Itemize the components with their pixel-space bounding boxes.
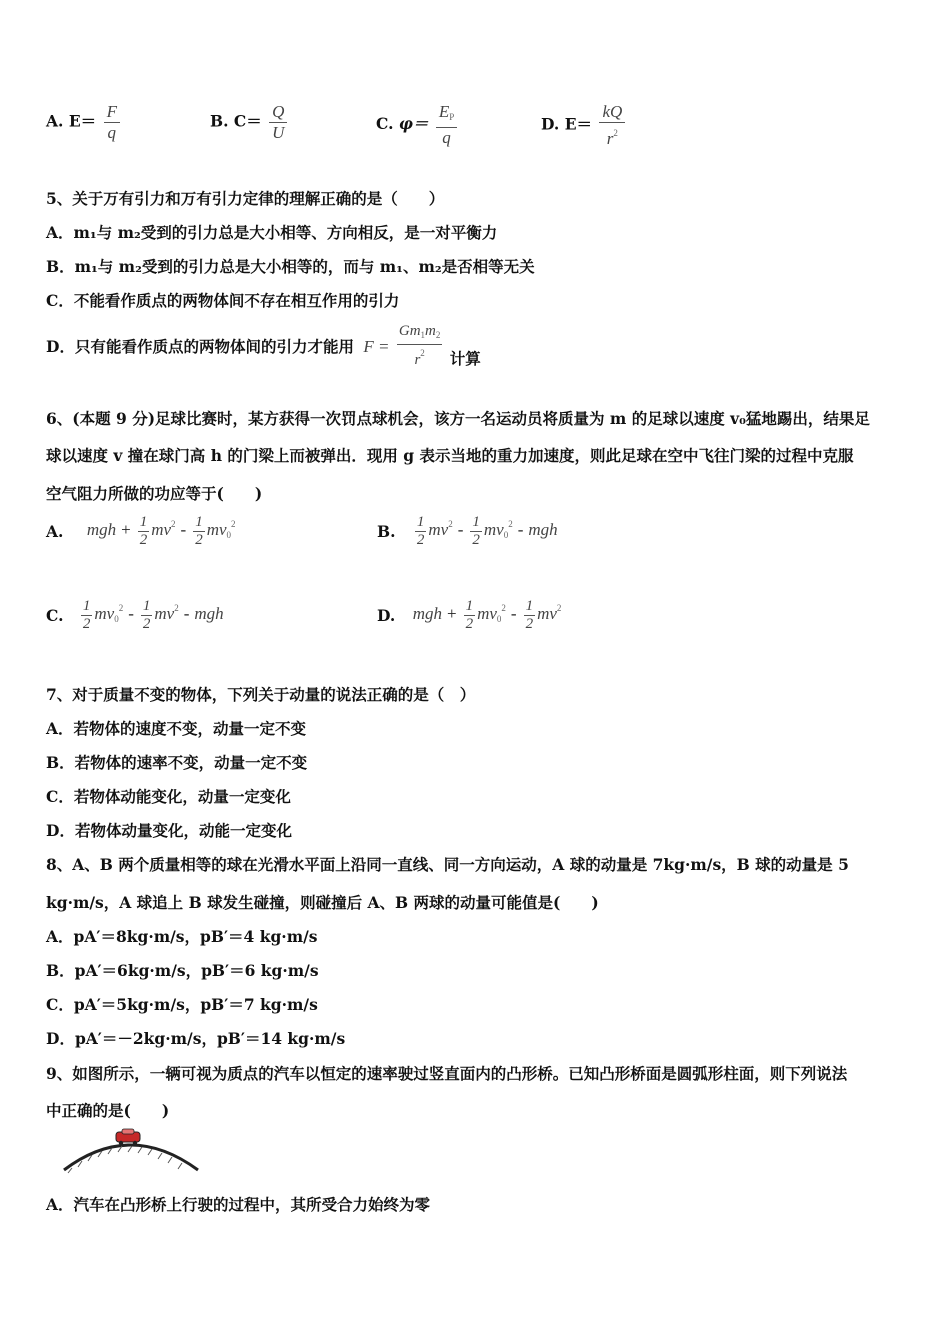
option-label: D. (541, 114, 560, 134)
minus-sign: - (457, 520, 464, 540)
numerator: F (106, 102, 117, 121)
subscript-0: 0 (114, 614, 119, 625)
formula-lhs: F = (363, 337, 390, 356)
term-mgh: mgh (86, 520, 117, 540)
exponent: 2 (508, 519, 513, 530)
denominator: q (436, 127, 457, 148)
option-label: B. (210, 111, 229, 131)
denominator-exponent: 2 (613, 128, 618, 138)
formula-lhs: φ＝ (398, 114, 429, 133)
numerator: Q (272, 102, 285, 121)
numerator: 1 (142, 598, 151, 614)
denominator: 2 (139, 532, 148, 548)
subscript-0: 0 (226, 530, 232, 541)
numerator: kQ (602, 102, 623, 121)
formula-lhs: E＝ (564, 114, 593, 134)
formula (79, 598, 224, 632)
denominator-main: r (606, 129, 614, 148)
exponent: 2 (171, 519, 176, 530)
denominator: 2 (416, 532, 425, 548)
denominator-r: r (414, 352, 421, 368)
formula-lhs: E＝ (68, 111, 97, 131)
numerator-subscript: P (449, 112, 455, 122)
fraction-half (138, 514, 150, 549)
fraction-half (524, 598, 536, 633)
q6-option-d (377, 598, 561, 633)
bridge-arc (64, 1145, 198, 1170)
numerator (397, 323, 443, 344)
numerator-m: m (425, 323, 436, 339)
q6-stem-line-2: 球以速度 v 撞在球门高 h 的门梁上而被弹出．现用 g 表示当地的重力加速度，则此足球在空中飞往门梁的过程中克服 (46, 446, 854, 465)
q4-option-a (46, 102, 122, 143)
q4-option-c (376, 102, 459, 148)
numerator: 1 (82, 598, 91, 614)
option-label: A. (46, 521, 64, 541)
q5-option-a: A．m₁与 m₂受到的引力总是大小相等、方向相反，是一对平衡力 (46, 223, 498, 242)
option-label: C. (46, 605, 64, 625)
term-mv: mv (428, 520, 449, 540)
term-mv: mv (154, 604, 175, 624)
q9-stem-line-1: 9、如图所示，一辆可视为质点的汽车以恒定的速率驶过竖直面内的凸形桥。已知凸形桥面是圆弧形柱面，则下列说法 (46, 1064, 848, 1083)
fraction-half (470, 514, 482, 549)
term-mv0: mv (477, 604, 497, 624)
q4-option-b (210, 102, 289, 143)
denominator (397, 344, 443, 369)
fraction-half (464, 598, 476, 633)
exponent: 2 (420, 348, 425, 358)
q8-option-c: C．pA′＝5kg·m/s，pB′＝7 kg·m/s (46, 995, 318, 1014)
denominator: 2 (82, 616, 91, 632)
option-label: A. (46, 111, 64, 131)
term-mgh: mgh (528, 520, 558, 540)
q6-option-a (46, 514, 236, 549)
exponent: 2 (556, 603, 562, 614)
numerator-gm: Gm (398, 323, 421, 339)
denominator: 2 (195, 532, 203, 548)
q8-option-a: A．pA′＝8kg·m/s，pB′＝4 kg·m/s (46, 927, 318, 946)
denominator: U (269, 122, 287, 143)
fraction-half (141, 598, 153, 633)
formula-lhs: C＝ (233, 111, 262, 131)
car-icon (116, 1129, 140, 1145)
numerator: 1 (139, 514, 148, 530)
term-mv0: mv (483, 520, 504, 540)
q7-option-a: A．若物体的速度不变，动量一定不变 (46, 719, 307, 738)
q6-stem-line-1: 6、(本题 9 分)足球比赛时，某方获得一次罚点球机会，该方一名运动员将质量为 m 的足球以速度 v₀猛地踢出，结果足 (46, 409, 870, 428)
q8-option-d: D．pA′＝－2kg·m/s，pB′＝14 kg·m/s (46, 1029, 346, 1048)
numerator-main: E (438, 102, 450, 121)
fraction-half (81, 598, 93, 633)
q9-stem-line-2: 中正确的是( ) (46, 1101, 170, 1120)
q9-option-a: A．汽车在凸形桥上行驶的过程中，其所受合力始终为零 (46, 1195, 431, 1214)
fraction (104, 102, 120, 143)
denominator: 2 (142, 616, 151, 632)
denominator: 2 (525, 616, 534, 632)
q6-stem-line-3: 空气阻力所做的功应等于( ) (46, 484, 263, 503)
q7-option-b: B．若物体的速率不变，动量一定不变 (46, 753, 308, 772)
q7-option-d: D．若物体动量变化，动能一定变化 (46, 821, 292, 840)
fraction-half (193, 514, 205, 549)
option-label: B. (377, 521, 396, 541)
term-mgh: mgh (194, 604, 224, 624)
subscript-2: 2 (435, 330, 441, 340)
term-mv0: mv (206, 520, 227, 540)
minus-sign: - (128, 604, 134, 624)
q5-option-d (46, 323, 481, 369)
subscript-0: 0 (496, 614, 502, 625)
fraction-half (415, 514, 427, 549)
exponent: 2 (231, 519, 236, 530)
option-text: D．只有能看作质点的两物体间的引力才能用 (46, 337, 354, 356)
gravitation-formula (397, 323, 443, 369)
numerator (436, 102, 457, 127)
q8-stem-line-2: kg·m/s，A 球追上 B 球发生碰撞，则碰撞后 A、B 两球的动量可能值是( ) (46, 893, 599, 912)
convex-bridge-figure (58, 1126, 203, 1176)
q5-stem: 5、关于万有引力和万有引力定律的理解正确的是（ ） (46, 189, 445, 208)
formula (412, 598, 562, 632)
denominator (599, 122, 625, 149)
denominator: 2 (472, 532, 480, 548)
minus-sign: - (183, 604, 190, 624)
numerator: 1 (416, 514, 425, 530)
fraction (436, 102, 457, 148)
q8-stem-line-1: 8、A、B 两个质量相等的球在光滑水平面上沿同一直线、同一方向运动，A 球的动量是 7kg·m/s，B 球的动量是 5 (46, 855, 849, 874)
numerator: 1 (472, 514, 480, 530)
q4-option-d (541, 102, 627, 149)
exponent: 2 (118, 603, 124, 614)
subscript-0: 0 (503, 530, 509, 541)
q6-option-b (377, 514, 558, 549)
q5-option-b: B．m₁与 m₂受到的引力总是大小相等的，而与 m₁、m₂是否相等无关 (46, 257, 535, 276)
minus-sign: - (517, 520, 524, 540)
denominator: q (104, 122, 120, 143)
term-mv0: mv (94, 604, 115, 624)
formula (86, 514, 236, 548)
q8-option-b: B．pA′＝6kg·m/s，pB′＝6 kg·m/s (46, 961, 319, 980)
subscript-1: 1 (420, 330, 426, 340)
term-mv: mv (537, 604, 557, 624)
fraction (269, 102, 287, 143)
minus-sign: - (180, 520, 187, 540)
term-mgh: mgh (412, 604, 442, 624)
numerator: 1 (465, 598, 474, 614)
exponent: 2 (448, 519, 453, 530)
plus-sign: + (121, 520, 131, 540)
denominator: 2 (465, 616, 474, 632)
minus-sign: - (510, 604, 517, 624)
q7-stem: 7、对于质量不变的物体，下列关于动量的说法正确的是（ ） (46, 685, 476, 704)
q7-option-c: C．若物体动能变化，动量一定变化 (46, 787, 291, 806)
numerator: 1 (525, 598, 534, 614)
option-suffix: 计算 (449, 349, 481, 368)
option-label: D. (377, 605, 396, 625)
option-label: C. (376, 114, 394, 133)
q5-option-c: C．不能看作质点的两物体间不存在相互作用的引力 (46, 291, 400, 310)
exponent: 2 (174, 603, 179, 614)
numerator: 1 (195, 514, 203, 530)
term-mv: mv (151, 520, 172, 540)
exponent: 2 (501, 603, 506, 614)
plus-sign: + (446, 604, 457, 624)
fraction (599, 102, 625, 149)
q6-option-c (46, 598, 224, 633)
formula (413, 514, 558, 548)
